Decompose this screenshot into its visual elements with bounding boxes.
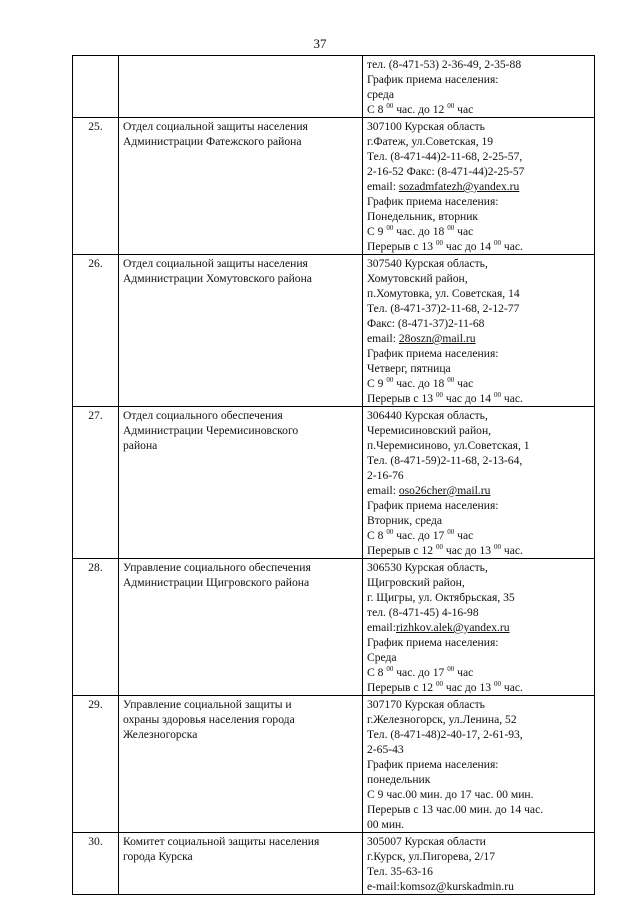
- email-link[interactable]: sozadmfatezh@yandex.ru: [398, 180, 520, 193]
- office-name-cell: [119, 407, 363, 559]
- row-number: 25.: [73, 118, 119, 255]
- contact-line: Тел. (8-471-48)2-40-17, 2-61-93,: [367, 728, 523, 741]
- office-contact-cell: [363, 255, 595, 407]
- schedule-text: час до 13: [442, 681, 494, 694]
- schedule-text: С 9: [367, 377, 387, 390]
- contact-line: г.Курск, ул.Пигорева, 2/17: [367, 850, 496, 863]
- schedule-text: час. до 18: [393, 225, 448, 238]
- row-number: [73, 56, 119, 118]
- schedule-text: час: [454, 666, 474, 679]
- contact-line: График приема населения:: [367, 73, 499, 86]
- email-line: [367, 620, 590, 635]
- schedule-text: час.: [500, 392, 523, 405]
- minutes-superscript: 00: [493, 391, 501, 400]
- contact-line: г.Железногорск, ул.Ленина, 52: [367, 713, 517, 726]
- minutes-superscript: 00: [386, 528, 394, 537]
- office-name-line: Отдел социальной защиты населения: [123, 257, 308, 270]
- schedule-text: С 8: [367, 529, 387, 542]
- contact-line: График приема населения:: [367, 499, 499, 512]
- schedule-hours-line: [367, 665, 590, 680]
- minutes-superscript: 00: [386, 665, 394, 674]
- contact-line: п.Черемисиново, ул.Советская, 1: [367, 439, 530, 452]
- contact-line: График приема населения:: [367, 758, 499, 771]
- schedule-text: час.: [500, 240, 523, 253]
- office-name-line: района: [123, 439, 158, 452]
- schedule-text: час.: [500, 681, 523, 694]
- contact-line: График приема населения:: [367, 636, 499, 649]
- contact-line: 307540 Курская область,: [367, 257, 488, 270]
- table-row: [73, 696, 595, 833]
- schedule-text: час. до 17: [393, 529, 448, 542]
- email-line: [367, 483, 590, 498]
- contact-line: Тел. 35-63-16: [367, 865, 433, 878]
- contact-line: Среда: [367, 651, 397, 664]
- schedule-text: Перерыв с 12: [367, 681, 436, 694]
- contact-line: Щигровский район,: [367, 576, 465, 589]
- office-name-line: Комитет социальной защиты населения: [123, 835, 320, 848]
- row-number: 30.: [73, 833, 119, 895]
- contact-line: График приема населения:: [367, 347, 499, 360]
- contact-line: Четверг, пятница: [367, 362, 451, 375]
- minutes-superscript: 00: [447, 528, 455, 537]
- minutes-superscript: 00: [493, 543, 501, 552]
- email-label: email:: [367, 484, 399, 497]
- minutes-superscript: 00: [435, 543, 443, 552]
- minutes-superscript: 00: [435, 239, 443, 248]
- schedule-text: час до 14: [442, 392, 494, 405]
- office-contact-cell: [363, 407, 595, 559]
- contact-line: График приема населения:: [367, 195, 499, 208]
- schedule-hours-line: [367, 391, 590, 406]
- schedule-hours-line: [367, 376, 590, 391]
- contact-line: 2-16-52 Факс: (8-471-44)2-25-57: [367, 165, 525, 178]
- offices-table-body: [73, 56, 595, 895]
- schedule-text: час. до 18: [393, 377, 448, 390]
- contact-line: 306530 Курская область,: [367, 561, 488, 574]
- contact-line: Факс: (8-471-37)2-11-68: [367, 317, 485, 330]
- schedule-text: час: [454, 377, 474, 390]
- contact-line: 306440 Курская область,: [367, 409, 488, 422]
- offices-table: [72, 55, 595, 895]
- office-name-line: Администрации Хомутовского района: [123, 272, 312, 285]
- row-number: 28.: [73, 559, 119, 696]
- contact-line: 2-65-43: [367, 743, 404, 756]
- contact-line: Перерыв с 13 час.00 мин. до 14 час.: [367, 803, 544, 816]
- schedule-text: час до 13: [442, 544, 494, 557]
- table-row: [73, 833, 595, 895]
- minutes-superscript: 00: [447, 102, 455, 111]
- page-number: 37: [313, 36, 327, 51]
- contact-line: 00 мин.: [367, 818, 405, 831]
- office-name-cell: [119, 559, 363, 696]
- office-name-cell: [119, 56, 363, 118]
- minutes-superscript: 00: [435, 391, 443, 400]
- office-name-line: Управление социального обеспечения: [123, 561, 311, 574]
- email-link[interactable]: 28oszn@mail.ru: [398, 332, 476, 345]
- schedule-text: час: [454, 529, 474, 542]
- office-name-line: Администрации Щигровского района: [123, 576, 310, 589]
- schedule-text: час: [454, 225, 474, 238]
- contact-line: Вторник, среда: [367, 514, 443, 527]
- office-name-line: города Курска: [123, 850, 193, 863]
- office-contact-cell: [363, 696, 595, 833]
- email-label: email:: [367, 180, 399, 193]
- minutes-superscript: 00: [386, 102, 394, 111]
- minutes-superscript: 00: [447, 224, 455, 233]
- contact-line: г. Щигры, ул. Октябрьская, 35: [367, 591, 515, 604]
- schedule-text: С 8: [367, 103, 387, 116]
- table-row: [73, 255, 595, 407]
- contact-line: e-mail:komsoz@kurskadmin.ru: [367, 880, 514, 893]
- schedule-text: Перерыв с 12: [367, 544, 436, 557]
- contact-line: Хомутовский район,: [367, 272, 468, 285]
- minutes-superscript: 00: [435, 680, 443, 689]
- schedule-text: С 9: [367, 225, 387, 238]
- schedule-text: Перерыв с 13: [367, 392, 436, 405]
- minutes-superscript: 00: [493, 680, 501, 689]
- schedule-hours-line: [367, 528, 590, 543]
- table-row: [73, 118, 595, 255]
- contact-line: Черемисиновский район,: [367, 424, 492, 437]
- table-row: [73, 407, 595, 559]
- schedule-text: час: [454, 103, 474, 116]
- contact-line: 2-16-76: [367, 469, 404, 482]
- schedule-hours-line: [367, 239, 590, 254]
- schedule-text: час до 14: [442, 240, 494, 253]
- email-label: email:: [367, 332, 399, 345]
- office-name-line: охраны здоровья населения города: [123, 713, 295, 726]
- table-row: [73, 559, 595, 696]
- schedule-text: час. до 12: [393, 103, 448, 116]
- table-row: [73, 56, 595, 118]
- minutes-superscript: 00: [447, 665, 455, 674]
- email-line: [367, 331, 590, 346]
- schedule-hours-line: [367, 543, 590, 558]
- minutes-superscript: 00: [447, 376, 455, 385]
- contact-line: 305007 Курская области: [367, 835, 486, 848]
- schedule-text: час.: [500, 544, 523, 557]
- office-name-line: Отдел социального обеспечения: [123, 409, 283, 422]
- schedule-text: Перерыв с 13: [367, 240, 436, 253]
- schedule-text: С 8: [367, 666, 387, 679]
- office-contact-cell: [363, 559, 595, 696]
- contact-line: тел. (8-471-45) 4-16-98: [367, 606, 479, 619]
- contact-line: Тел. (8-471-59)2-11-68, 2-13-64,: [367, 454, 523, 467]
- office-name-line: Управление социальной защиты и: [123, 698, 292, 711]
- row-number: 29.: [73, 696, 119, 833]
- minutes-superscript: 00: [386, 376, 394, 385]
- office-name-line: Администрации Фатежского района: [123, 135, 302, 148]
- office-name-cell: [119, 255, 363, 407]
- schedule-hours-line: [367, 102, 590, 117]
- email-label: email:: [367, 621, 396, 634]
- minutes-superscript: 00: [386, 224, 394, 233]
- office-name-cell: [119, 833, 363, 895]
- contact-line: С 9 час.00 мин. до 17 час. 00 мин.: [367, 788, 534, 801]
- office-contact-cell: [363, 118, 595, 255]
- office-name-cell: [119, 696, 363, 833]
- office-name-line: Отдел социальной защиты населения: [123, 120, 308, 133]
- contact-line: 307100 Курская область: [367, 120, 485, 133]
- contact-line: тел. (8-471-53) 2-36-49, 2-35-88: [367, 58, 522, 71]
- contact-line: Понедельник, вторник: [367, 210, 479, 223]
- contact-line: п.Хомутовка, ул. Советская, 14: [367, 287, 520, 300]
- email-link[interactable]: rizhkov.alek@yandex.ru: [395, 621, 510, 634]
- office-name-line: Администрации Черемисиновского: [123, 424, 299, 437]
- email-line: [367, 179, 590, 194]
- row-number: 27.: [73, 407, 119, 559]
- schedule-hours-line: [367, 680, 590, 695]
- contact-line: Тел. (8-471-44)2-11-68, 2-25-57,: [367, 150, 523, 163]
- schedule-text: час. до 17: [393, 666, 448, 679]
- contact-line: среда: [367, 88, 394, 101]
- office-contact-cell: [363, 833, 595, 895]
- office-name-cell: [119, 118, 363, 255]
- contact-line: понедельник: [367, 773, 431, 786]
- contact-line: 307170 Курская область: [367, 698, 485, 711]
- office-contact-cell: [363, 56, 595, 118]
- minutes-superscript: 00: [493, 239, 501, 248]
- email-link[interactable]: oso26cher@mail.ru: [398, 484, 491, 497]
- contact-line: г.Фатеж, ул.Советская, 19: [367, 135, 494, 148]
- schedule-hours-line: [367, 224, 590, 239]
- contact-line: Тел. (8-471-37)2-11-68, 2-12-77: [367, 302, 520, 315]
- row-number: 26.: [73, 255, 119, 407]
- office-name-line: Железногорска: [123, 728, 198, 741]
